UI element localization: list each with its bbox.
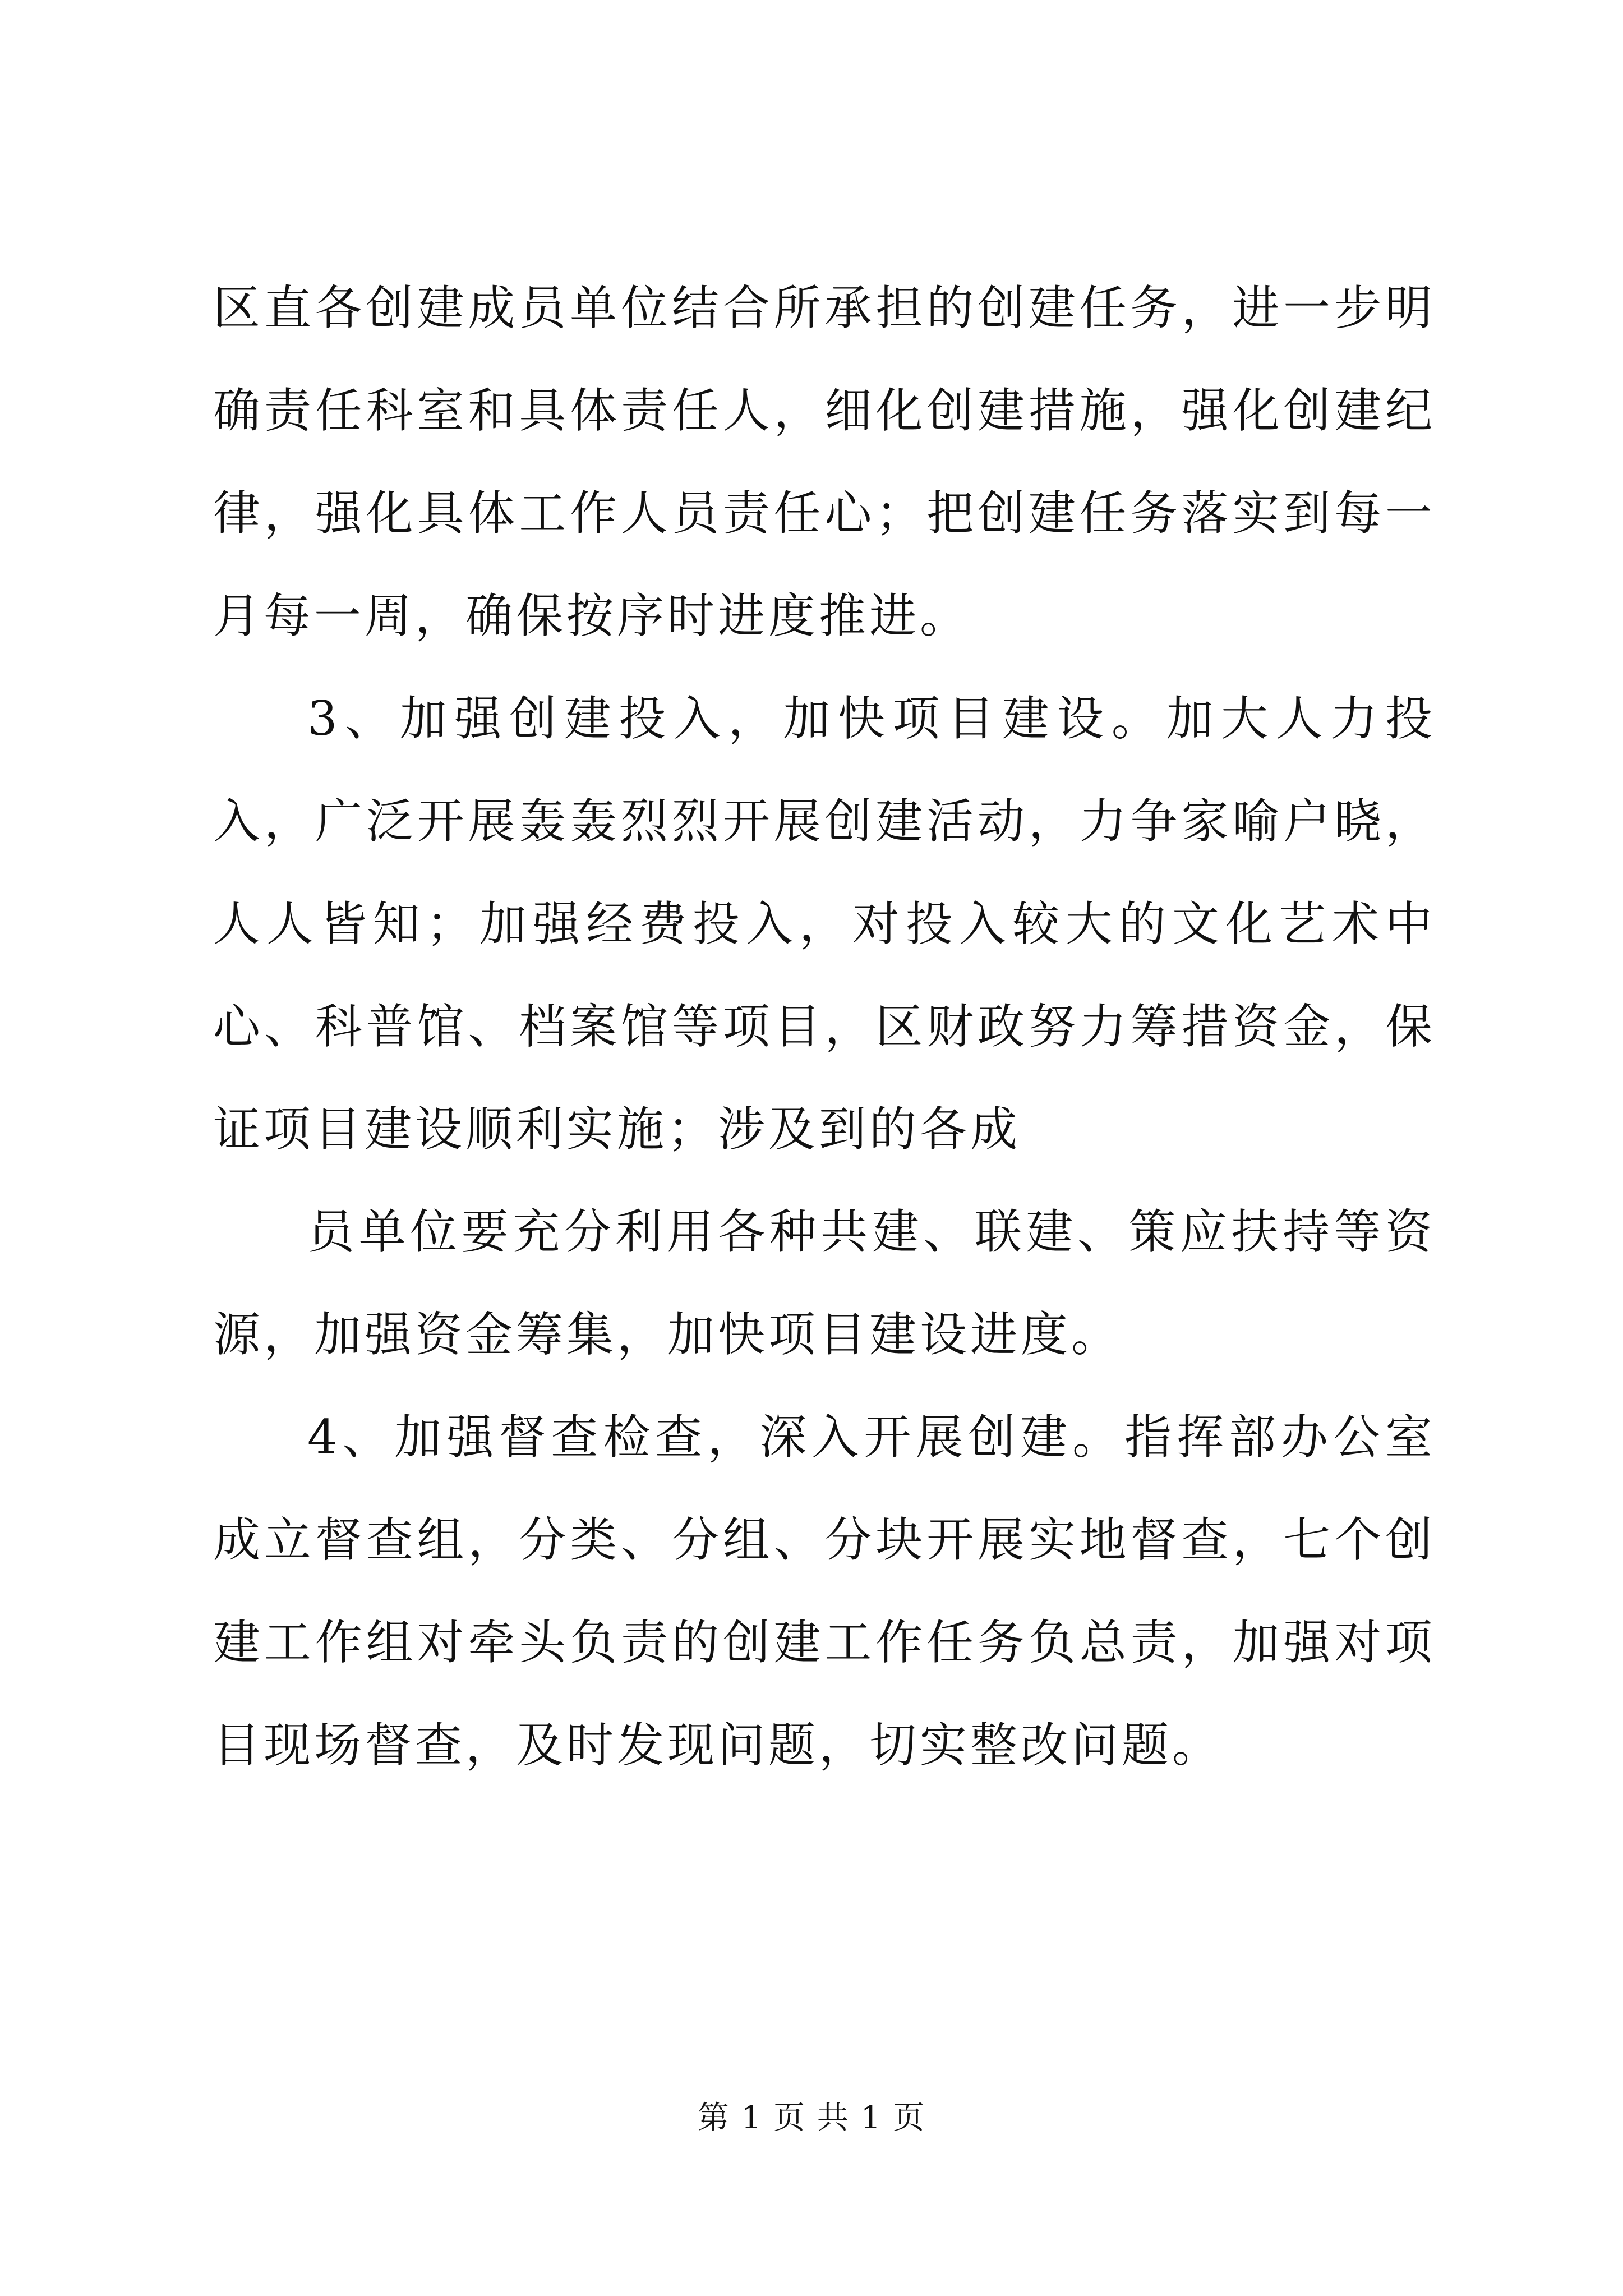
page-footer: 第 1 页 共 1 页 — [697, 2100, 926, 2136]
paragraph-4: 4、加强督查检查，深入开展创建。指挥部办公室成立督查组，分类、分组、分块开展实地督查，七个创建工作组对牵头负责的创建工作任务负总责，加强对项目现场督查，及时发现问题，切实整改问题。 — [213, 1410, 1436, 1773]
document-body — [213, 257, 1436, 1797]
paragraph-2: 3、加强创建投入，加快项目建设。加大人力投入，广泛开展轰轰烈烈开展创建活动，力争家喻户晓，人人皆知；加强经费投入，对投入较大的文化艺术中心、科普馆、档案馆等项目，区财政努力筹措资金，保证项目建设顺利实施；涉及到的各成 — [213, 691, 1436, 1157]
paragraph-1: 区直各创建成员单位结合所承担的创建任务，进一步明确责任科室和具体责任人，细化创建措施，强化创建纪律，强化具体工作人员责任心；把创建任务落实到每一月每一周，确保按序时进度推进。 — [213, 280, 1436, 643]
paragraph-3: 员单位要充分利用各种共建、联建、策应扶持等资源，加强资金筹集，加快项目建设进度。 — [213, 1204, 1436, 1362]
